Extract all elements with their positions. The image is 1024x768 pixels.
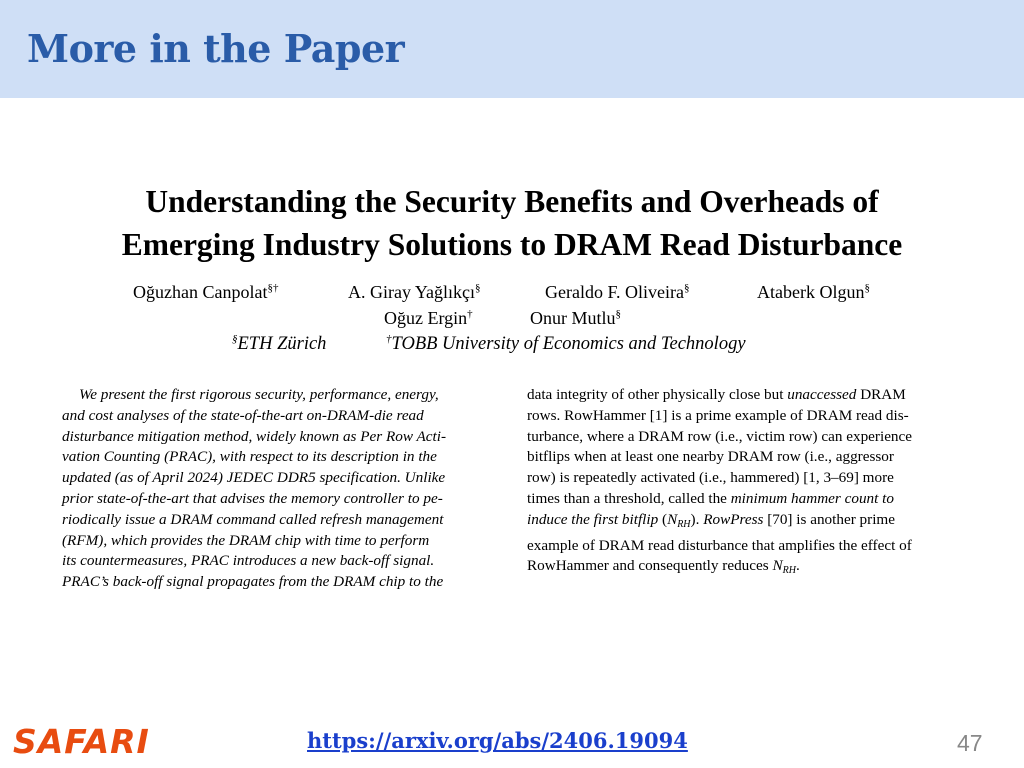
abstract-line: disturbance mitigation method, widely known as Per Row Acti- bbox=[62, 427, 447, 445]
abstract-line: vation Counting (PRAC), with respect to its description in the bbox=[62, 448, 437, 466]
body-line: turbance, where a DRAM row (i.e., victim row) can experience bbox=[527, 427, 913, 445]
abstract-line: riodically issue a DRAM command called refresh management bbox=[62, 510, 444, 528]
author: Geraldo F. Oliveira§ bbox=[545, 282, 690, 302]
affiliation: †TOBB University of Economics and Technology bbox=[386, 333, 746, 354]
affiliation: §ETH Zürich bbox=[232, 333, 327, 354]
author: Oğuzhan Canpolat§† bbox=[133, 282, 279, 302]
body-line: RowHammer and consequently reduces $N_{RH}$. bbox=[527, 557, 800, 577]
abstract-line: prior state-of-the-art that advises the memory controller to pe- bbox=[62, 489, 443, 507]
author: Oğuz Ergin† bbox=[384, 308, 473, 328]
paper-link[interactable]: https://arxiv.org/abs/2406.19094 bbox=[307, 728, 688, 753]
author: Ataberk Olgun§ bbox=[757, 282, 870, 302]
abstract-line: updated (as of April 2024) JEDEC DDR5 specification. Unlike bbox=[62, 469, 446, 487]
page-number: 47 bbox=[957, 730, 983, 756]
paper-title bbox=[40, 180, 984, 266]
body-line: bitflips when at least one nearby DRAM row (i.e., aggressor bbox=[527, 448, 894, 466]
body-line: data integrity of other physically close but unaccessed DRAM bbox=[527, 386, 906, 403]
body-line: row) is repeatedly activated (i.e., hammered) [1, 3–69] more bbox=[527, 469, 894, 487]
abstract-line: PRAC’s back-off signal propagates from the DRAM chip to the bbox=[62, 573, 444, 591]
abstract-line: (RFM), which provides the DRAM chip with time to perform bbox=[62, 531, 430, 549]
paper-title-line: Emerging Industry Solutions to DRAM Read Disturbance bbox=[121, 227, 903, 262]
author: A. Giray Yağlıkçı§ bbox=[348, 282, 481, 302]
body-line: induce the first bitflip $(N_{RH})$. RowPress [70] is another prime bbox=[527, 510, 895, 530]
body-line: times than a threshold, called the minimum hammer count to bbox=[527, 489, 894, 507]
abstract-line: We present the first rigorous security, performance, energy, bbox=[79, 386, 439, 403]
body-text bbox=[527, 385, 963, 582]
body-line: example of DRAM read disturbance that amplifies the effect of bbox=[527, 536, 912, 554]
abstract-line: its countermeasures, PRAC introduces a new back-off signal. bbox=[62, 552, 435, 570]
body-line: rows. RowHammer [1] is a prime example of DRAM read dis- bbox=[527, 406, 909, 424]
safari-logo: SAFARI bbox=[13, 722, 150, 761]
paper-title-line: Understanding the Security Benefits and Overheads of bbox=[145, 184, 879, 219]
header-bar bbox=[0, 0, 1024, 98]
abstract-line: and cost analyses of the state-of-the-art on-DRAM-die read bbox=[62, 406, 424, 424]
author: Onur Mutlu§ bbox=[530, 308, 621, 328]
slide-title: More in the Paper bbox=[27, 26, 405, 71]
abstract bbox=[62, 385, 500, 593]
